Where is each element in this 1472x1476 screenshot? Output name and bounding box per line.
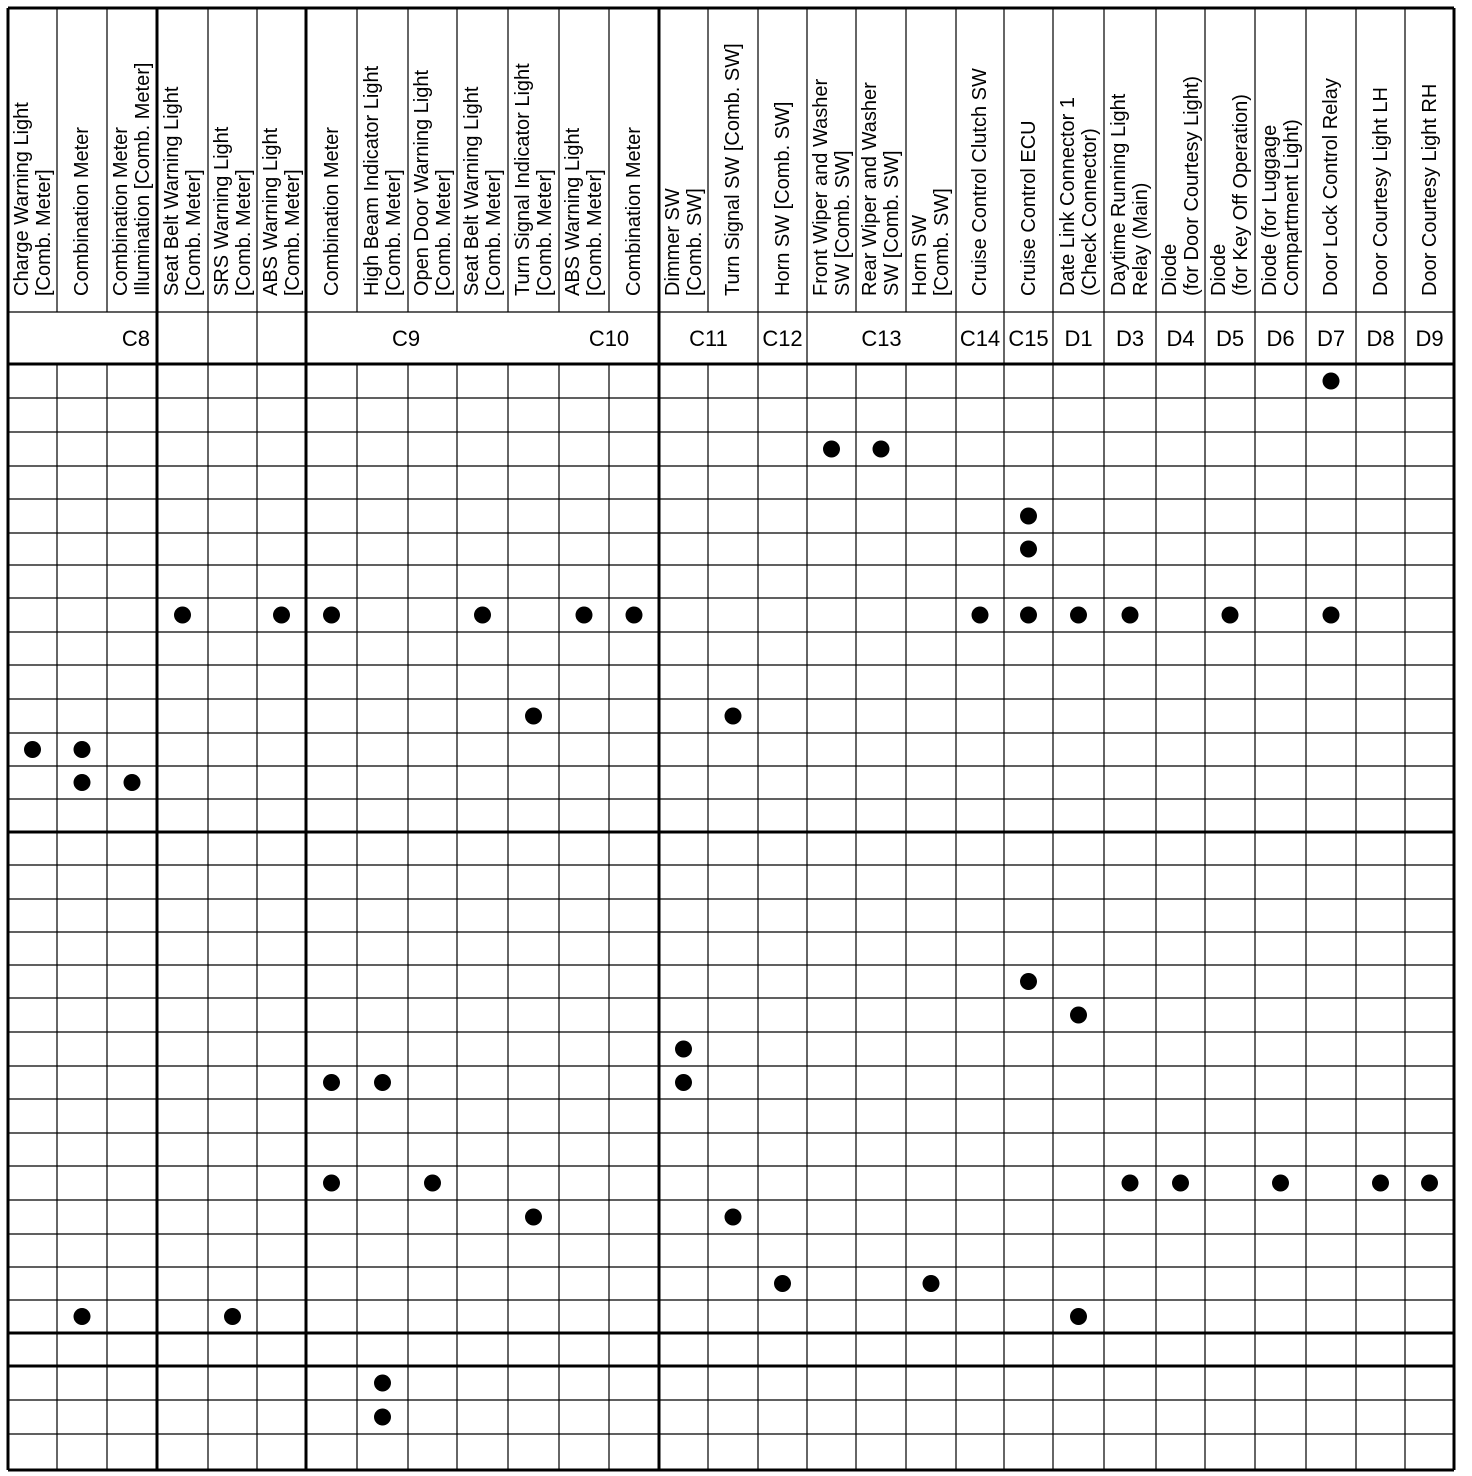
connection-dot	[1122, 1175, 1139, 1192]
column-header-label: Door Courtesy Light RH	[1418, 83, 1441, 296]
connection-dot	[525, 708, 542, 725]
connection-dot	[873, 441, 890, 458]
connection-dot	[1323, 607, 1340, 624]
connection-dot	[1020, 607, 1037, 624]
connection-dot	[323, 1074, 340, 1091]
connection-dot	[273, 607, 290, 624]
connector-code: C8	[121, 326, 150, 351]
connection-dot	[923, 1275, 940, 1292]
connection-dot	[1020, 541, 1037, 558]
connection-dot	[576, 607, 593, 624]
connection-dot	[1222, 607, 1239, 624]
connection-dot	[74, 741, 91, 758]
connector-code: D4	[1166, 326, 1195, 351]
connection-dot	[1070, 1308, 1087, 1325]
connection-dot	[24, 741, 41, 758]
column-header-label: Horn SW [Comb. SW]	[909, 188, 953, 296]
connection-dot	[725, 708, 742, 725]
column-header-label: Horn SW [Comb. SW]	[771, 101, 794, 296]
connector-code: C12	[762, 326, 803, 351]
column-header-label: Open Door Warning Light [Comb. Meter]	[410, 69, 455, 296]
connector-code: D5	[1215, 326, 1245, 351]
connection-dot	[1122, 607, 1139, 624]
connection-dot	[323, 1175, 340, 1192]
connection-dot	[1020, 508, 1037, 525]
connector-code: C9	[392, 326, 421, 351]
connection-dot	[774, 1275, 791, 1292]
connection-dot	[374, 1074, 391, 1091]
column-header-label: Combination Meter Illumination [Comb. Meter]	[110, 62, 154, 296]
column-header-label: Combination Meter	[71, 127, 93, 296]
column-header-label: Date Link Connector 1 (Check Connector)	[1056, 96, 1101, 296]
column-header-label: SRS Warning Light [Comb. Meter]	[210, 126, 255, 296]
column-header-label: Turn Signal Indicator Light [Comb. Meter]	[511, 63, 556, 296]
connection-dot	[675, 1041, 692, 1058]
column-header-label: Charge Warning Light [Comb. Meter]	[10, 102, 55, 296]
column-header-label: Dimmer SW [Comb. SW]	[661, 188, 706, 296]
connection-dot	[626, 607, 643, 624]
connector-code: C15	[1008, 326, 1049, 351]
column-header-label: Door Lock Control Relay	[1320, 78, 1342, 296]
connection-dot	[675, 1074, 692, 1091]
connector-code: C14	[959, 326, 1001, 351]
connection-dot	[1020, 973, 1037, 990]
connection-dot	[1172, 1175, 1189, 1192]
connector-code: C13	[861, 326, 902, 351]
connection-dot	[972, 607, 989, 624]
connection-dot	[74, 774, 91, 791]
connection-dot	[74, 1308, 91, 1325]
column-header-label: Diode (for Key Off Operation)	[1208, 94, 1252, 296]
connection-dot	[1421, 1175, 1438, 1192]
connector-code: D6	[1266, 326, 1295, 351]
column-header-label: Combination Meter	[623, 127, 645, 296]
connector-code: D7	[1316, 326, 1346, 351]
column-header-label: Front Wiper and Washer SW [Comb. SW]	[809, 78, 854, 296]
connection-dot	[374, 1409, 391, 1426]
column-header-label: Diode (for Door Courtesy Light)	[1158, 75, 1203, 296]
connection-dot	[474, 607, 491, 624]
column-header-label: Daytime Running Light Relay (Main)	[1108, 93, 1152, 296]
connector-code: C10	[588, 326, 630, 351]
column-header-label: ABS Warning Light [Comb. Meter]	[562, 127, 606, 296]
column-header-label: ABS Warning Light [Comb. Meter]	[259, 127, 304, 296]
connection-dot	[823, 441, 840, 458]
column-header-label: Combination Meter	[320, 127, 343, 296]
connector-code: D3	[1115, 326, 1145, 351]
column-header-label: Diode (for Luggage Compartment Light)	[1258, 119, 1303, 296]
connection-dot	[1372, 1175, 1389, 1192]
column-header-label: Cruise Control ECU	[1017, 120, 1040, 296]
connection-dot	[323, 607, 340, 624]
connection-dot	[1323, 373, 1340, 390]
connection-dot	[374, 1375, 391, 1392]
connection-dot	[1272, 1175, 1289, 1192]
connector-code: D8	[1366, 326, 1395, 351]
column-header-label: Cruise Control Clutch SW	[969, 68, 991, 296]
column-header-label: Seat Belt Warning Light [Comb. Meter]	[460, 86, 505, 296]
connection-dot	[124, 774, 141, 791]
column-header-label: Rear Wiper and Washer SW [Comb. SW]	[859, 82, 903, 296]
connection-dot	[725, 1209, 742, 1226]
column-header-label: Seat Belt Warning Light [Comb. Meter]	[160, 86, 205, 296]
column-header-label: Turn Signal SW [Comb. SW]	[722, 43, 744, 296]
connection-dot	[424, 1175, 441, 1192]
connection-dot	[525, 1209, 542, 1226]
connector-code: D1	[1064, 326, 1093, 351]
column-header-label: Door Courtesy Light LH	[1369, 87, 1392, 296]
connector-code: C11	[689, 326, 728, 351]
connection-dot	[224, 1308, 241, 1325]
column-header-label: High Beam Indicator Light [Comb. Meter]	[360, 65, 405, 296]
connector-code: D9	[1415, 326, 1444, 351]
connection-dot	[1070, 607, 1087, 624]
connection-dot	[1070, 1007, 1087, 1024]
connection-dot	[174, 607, 191, 624]
